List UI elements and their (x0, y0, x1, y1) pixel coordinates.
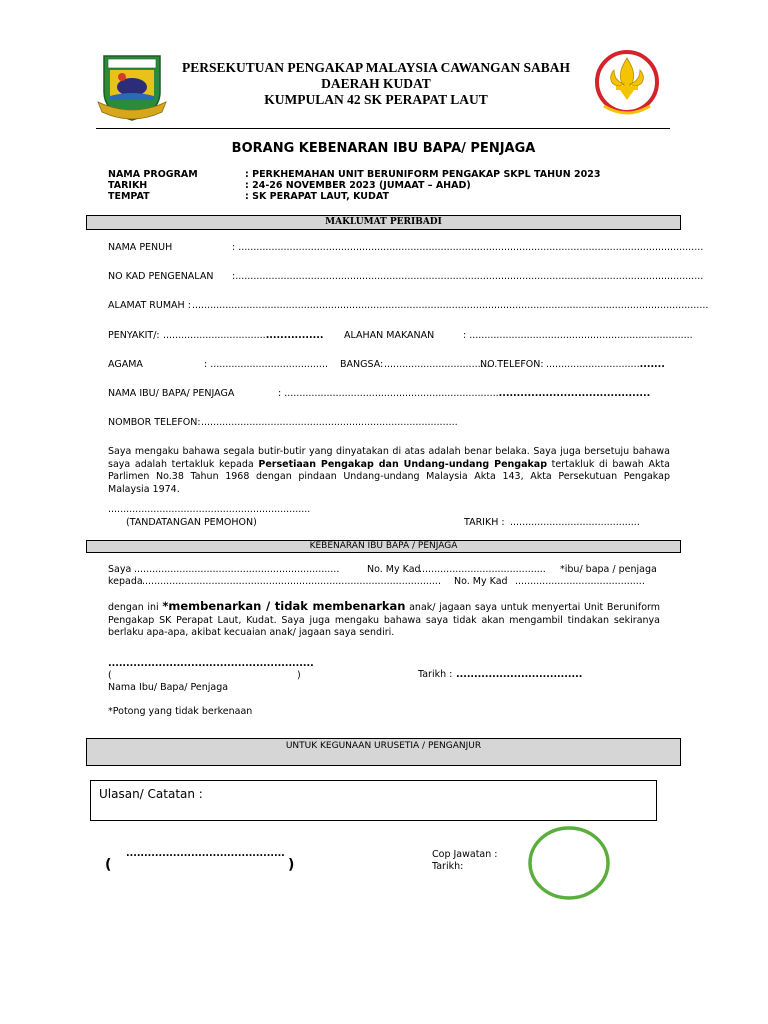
school-logo (96, 52, 168, 124)
ic-number-label: NO KAD PENGENALAN (108, 271, 214, 282)
program-name-label: NAMA PROGRAM (108, 169, 198, 180)
food-allergy-field[interactable]: : .......................................................................... (463, 330, 693, 341)
phone-field[interactable]: ...................................... (546, 359, 665, 370)
footnote: *Potong yang tidak berkenaan (108, 706, 253, 717)
phone2-field[interactable]: ..................................................................................... (201, 417, 458, 428)
remarks-label: Ulasan/ Catatan : (99, 787, 203, 801)
stamp-label: Cop Jawatan : (432, 849, 498, 860)
address-field[interactable]: ........................................................................................................................................................................... (192, 300, 709, 311)
program-name-value: : PERKHEMAHAN UNIT BERUNIFORM PENGAKAP SKPL TAHUN 2023 (245, 169, 601, 180)
organizer-signature-bracket-open: ( (105, 857, 112, 873)
program-date-label: TARIKH (108, 180, 148, 191)
stamp-circle (527, 825, 611, 901)
phone-label: NO.TELEFON: (480, 359, 544, 370)
child-mykad-field[interactable]: ........................................... (515, 576, 645, 587)
parent-signature-bracket-open: ( (108, 670, 112, 681)
permission-text-bold: *membenarkan / tidak membenarkan (162, 599, 406, 613)
mykad2-label: No. My Kad (454, 576, 508, 587)
permission-text (108, 600, 660, 640)
race-label: BANGSA: (340, 359, 384, 370)
religion-field[interactable]: : ....................................... (204, 359, 328, 370)
declaration-text-2: tertakluk di bawah Akta Parlimen No.38 Tahun 1968 dengan pindaan Undang-undang Malaysia Akta 143, Akta Persekutuan Pengakap Malaysia 1974. (108, 458, 670, 495)
parent-name-field[interactable]: : ................................................................................................................. (278, 388, 651, 399)
kepada-label: kepada (108, 576, 143, 587)
saya-label: Saya (108, 564, 132, 575)
relation-label: *ibu/ bapa / penjaga (560, 564, 657, 575)
section-organizer-title: UNTUK KEGUNAAN URUSETIA / PENGANJUR (285, 741, 482, 751)
religion-label: AGAMA (108, 359, 143, 370)
organizer-date-label: Tarikh: (432, 861, 464, 872)
form-title: BORANG KEBENARAN IBU BAPA/ PENJAGA (231, 141, 536, 156)
parent-name-label: NAMA IBU/ BAPA/ PENJAGA (108, 388, 235, 399)
parent-date-label: Tarikh : (418, 669, 453, 680)
remarks-box[interactable] (90, 780, 657, 821)
declaration-text-bold: Persetiaan Pengakap dan Undang-undang Pengakap (258, 458, 548, 470)
section-parent-permission-bar (86, 540, 681, 553)
organizer-signature-bracket-close: ) (288, 857, 295, 873)
parent-signature-line[interactable]: ......................................................... (108, 658, 314, 669)
child-name-field[interactable]: ................................................................................................... (142, 576, 441, 587)
parent-mykad-field[interactable]: .......................................... (419, 564, 546, 575)
mykad-label: No. My Kad (367, 564, 421, 575)
parent-fullname-field[interactable]: .................................................................... (134, 564, 340, 575)
declaration-text-1: Saya mengaku bahawa segala butir-butir yang dinyatakan di atas adalah benar belaka. Saya juga bersetuju bahawa saya adalah tertakluk kepada (108, 446, 670, 470)
header-line-2: DAERAH KUDAT (321, 76, 431, 91)
food-allergy-label: ALAHAN MAKANAN (344, 330, 435, 341)
ic-number-field[interactable]: :........................................................................................................................................................... (232, 271, 704, 282)
applicant-date-label: TARIKH : (464, 517, 505, 528)
header-line-1: PERSEKUTUAN PENGAKAP MALAYSIA CAWANGAN SABAH (181, 60, 571, 75)
organizer-signature-line[interactable]: ............................................ (126, 848, 285, 859)
parent-signature-bracket-close: ) (297, 670, 301, 681)
full-name-label: NAMA PENUH (108, 242, 173, 253)
race-field[interactable]: ................................... (384, 359, 490, 370)
scout-emblem (584, 44, 670, 124)
full-name-field[interactable]: : .......................................................................................................................................................... (232, 242, 704, 253)
applicant-signature-line[interactable]: ................................................................... (108, 504, 311, 515)
illness-label: PENYAKIT/: (108, 330, 160, 341)
program-place-label: TEMPAT (108, 191, 150, 202)
section-parent-permission-title: KEBENARAN IBU BAPA / PENJAGA (309, 541, 458, 551)
header-line-3: KUMPULAN 42 SK PERAPAT LAUT (264, 92, 488, 107)
parent-signer-label: Nama Ibu/ Bapa/ Penjaga (108, 682, 229, 693)
program-date-value: : 24-26 NOVEMBER 2023 (JUMAAT – AHAD) (245, 180, 471, 191)
program-place-value: : SK PERAPAT LAUT, KUDAT (245, 191, 389, 202)
parent-date-field[interactable]: ................................... (456, 669, 583, 680)
address-label: ALAMAT RUMAH : (108, 300, 191, 311)
applicant-date-field[interactable]: ........................................... (510, 517, 640, 528)
section-personal-info-bar (86, 215, 681, 230)
section-personal-info-title: MAKLUMAT PERIBADI (325, 217, 442, 227)
permission-text-2: anak/ jagaan saya untuk menyertai Unit Beruniform Pengakap SK Perapat Laut, Kudat. Saya juga mengaku bahawa saya tidak akan mengambil tindakan sekiranya berlaku apa-apa, akibat kecuaian anak/ jagaan saya sendiri. (108, 602, 661, 638)
illness-field[interactable]: .................................................. (163, 330, 324, 341)
phone2-label: NOMBOR TELEFON: (108, 417, 201, 428)
header-rule (96, 128, 670, 129)
declaration-text (108, 446, 670, 496)
section-organizer-bar (86, 738, 681, 766)
applicant-signature-label: (TANDATANGAN PEMOHON) (126, 517, 257, 528)
permission-text-1: dengan ini (108, 602, 163, 613)
